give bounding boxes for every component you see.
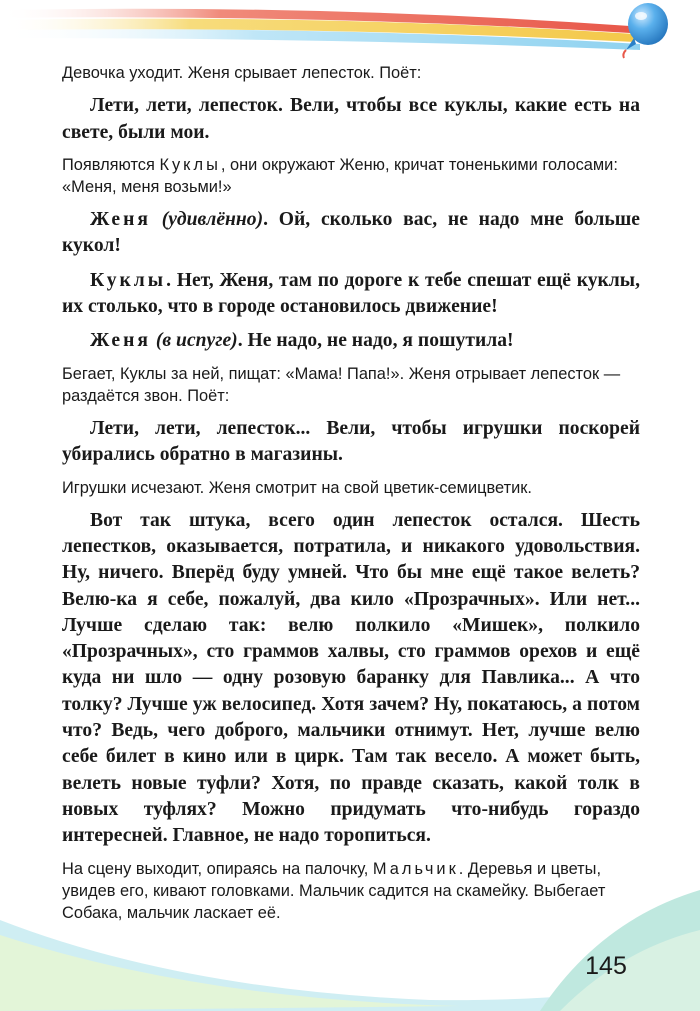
stage-direction: Девочка уходит. Женя срывает лепесток. Поёт: (62, 64, 422, 82)
balloon-icon (612, 0, 674, 62)
speaker-name: Куклы (90, 269, 167, 291)
stage-direction: На сцену выходит, опираясь на палочку, Мальчик. Деревья и цветы, увидев его, кивают головками. Мальчик садится на скамейку. Выбегает Собака, мальчик ласкает её. (62, 859, 606, 922)
monologue: Вот так штука, всего один лепесток остался. Шесть лепестков, оказывается, потратила, и никакого удовольствия. Ну, ничего. Вперёд буду умней. Что бы мне ещё такое велеть? Велю-ка я себе, пожалуй, два кило «Прозрачных». Или нет... Лучше сделаю так: велю полкило «Мишек», полкило «Прозрачных», сто граммов халвы, сто граммов орехов и ещё куда ни шло — одну розовую баранку для Павлика... А что толку? Лучше уж велосипед. Хотя зачем? Ну, покатаюсь, а потом что? Ведь, чего доброго, мальчики отнимут. Нет, лучше велю себе билет в кино или в цирк. Там так весело. А может быть, велеть новые туфли? Хотя, по правде сказать, какой толк в новых туфлях? Можно придумать что-нибудь гораздо интересней. Главное, не надо торопиться. (62, 509, 640, 847)
stage-remark: (удивлённо) (161, 209, 264, 230)
stage-direction: Появляются Куклы, они окружают Женю, кричат тоненькими голосами: «Меня, меня возьми!» (62, 156, 618, 196)
character-name: Куклы (159, 156, 221, 174)
speech-line: Женя (удивлённо). Ой, сколько вас, не надо мне больше кукол! (62, 209, 640, 257)
speech-line: Куклы. Нет, Женя, там по дороге к тебе спешат ещё куклы, их столько, что в городе остановилось движение! (62, 269, 640, 317)
speech-line: Лети, лети, лепесток... Вели, чтобы игрушки поскорей убирались обратно в магазины. (62, 417, 640, 466)
speaker-name: Женя (90, 330, 151, 352)
page-text (62, 62, 640, 933)
speech-line: Лети, лети, лепесток. Вели, чтобы все куклы, какие есть на свете, были мои. (62, 95, 640, 143)
character-name: Мальчик (372, 859, 459, 878)
stage-direction: Бегает, Куклы за ней, пищат: «Мама! Папа!». Женя отрывает лепесток — раздаётся звон. Поёт: (62, 364, 621, 405)
page-number: 145 (585, 952, 627, 980)
stage-direction: Игрушки исчезают. Женя смотрит на свой цветик-семицветик. (62, 478, 532, 497)
speaker-name: Женя (90, 209, 151, 230)
speech-line: Женя (в испуге). Не надо, не надо, я пошутила! (90, 330, 514, 352)
stage-remark: (в испуге) (155, 330, 238, 352)
top-swoosh-decoration (0, 0, 700, 70)
